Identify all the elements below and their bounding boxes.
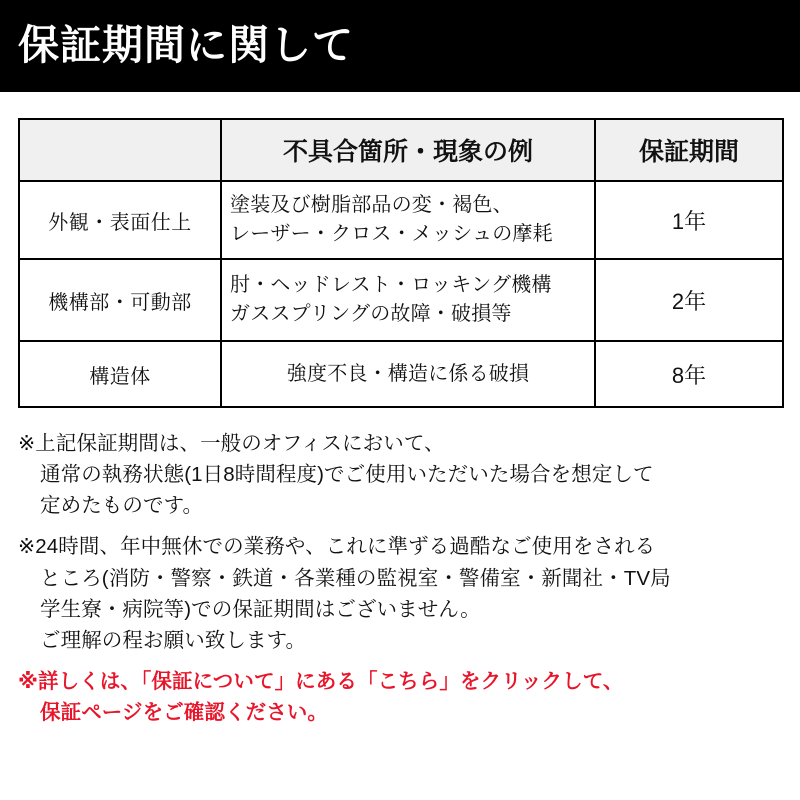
note-block-exclusions [18,531,782,656]
table-row [19,181,783,259]
row-term: 8年 [595,341,783,407]
note-line: 学生寮・病院等)での保証期間はございません。 [40,597,481,621]
row-description-line: 肘・ヘッドレスト・ロッキング機構 [230,274,552,296]
table-header-term: 保証期間 [595,119,783,181]
table-header-description: 不具合箇所・現象の例 [221,119,595,181]
note-line: 通常の執務状態(1日8時間程度)でご使用いただいた場合を想定して [40,463,654,487]
table-row [19,341,783,407]
row-category: 機構部・可動部 [19,259,221,341]
row-description-line: 塗装及び樹脂部品の変・褐色、 [230,194,513,216]
note-line: ところ(消防・警察・鉄道・各業種の監視室・警備室・新聞社・TV局 [40,566,671,590]
note-block-usage [18,428,782,521]
table-header-blank [19,119,221,181]
row-description-line: レーザー・クロス・メッシュの摩耗 [230,223,553,245]
note-line: 定めたものです。 [40,494,204,518]
note-line: ※上記保証期間は、一般のオフィスにおいて、 [18,432,445,455]
page-title: 保証期間に関して [18,22,354,69]
row-description [221,259,595,341]
row-description [221,181,595,259]
note-line: ご理解の程お願い致します。 [40,628,307,652]
warranty-table-wrap [0,92,800,408]
row-category: 構造体 [19,341,221,407]
row-term: 2年 [595,259,783,341]
table-row [19,259,783,341]
note-line: 保証ページをご確認ください。 [40,701,328,725]
table-header-row [19,119,783,181]
warranty-table [18,118,784,408]
row-category: 外観・表面仕上 [19,181,221,259]
row-term: 1年 [595,181,783,259]
row-description-line: ガススプリングの故障・破損等 [230,303,512,325]
page-header [0,0,800,92]
notes-section [0,408,800,728]
row-description [221,341,595,407]
note-line: ※詳しくは、「保証について」にある「こちら」をクリックして、 [18,670,624,694]
row-description-line: 強度不良・構造に係る破損 [286,362,530,385]
note-block-warranty-link [18,666,782,728]
note-line: ※24時間、年中無休での業務や、これに準ずる過酷なご使用をされる [18,535,656,559]
